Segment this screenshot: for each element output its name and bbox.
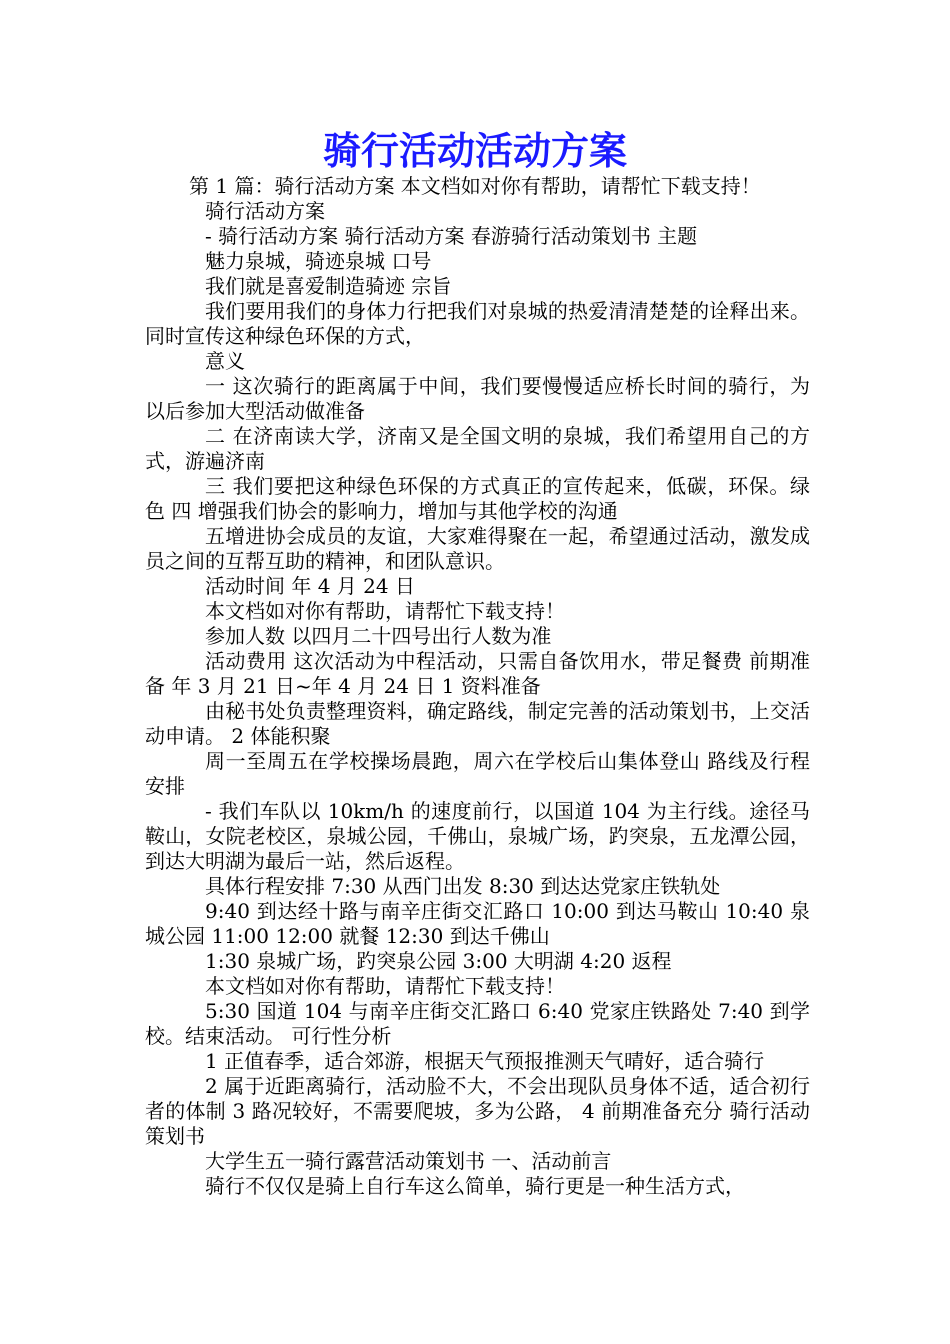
paragraph: - 我们车队以 10km/h 的速度前行，以国道 104 为主行线。途径马鞍山，女院老校区，泉城公园，千佛山，泉城广场，趵突泉，五龙潭公园，到达大明湖为最后一站，然后返程。: [145, 799, 810, 873]
paragraph: 具体行程安排 7:30 从西门出发 8:30 到达达党家庄铁轨处: [205, 874, 721, 898]
paragraph: 我们要用我们的身体力行把我们对泉城的热爱清清楚楚的诠释出来。同时宣传这种绿色环保的方式，: [145, 299, 810, 348]
paragraph: 骑行活动方案: [205, 199, 325, 223]
paragraph: 本文档如对你有帮助，请帮忙下载支持！: [205, 974, 565, 998]
paragraph: 意义: [205, 349, 245, 373]
paragraph: 5:30 国道 104 与南辛庄街交汇路口 6:40 党家庄铁路处 7:40 到学校。结束活动。 可行性分析: [145, 999, 810, 1048]
paragraph: 二 在济南读大学，济南又是全国文明的泉城，我们希望用自己的方式，游遍济南: [145, 424, 810, 473]
paragraph: 大学生五一骑行露营活动策划书 一、活动前言: [205, 1149, 612, 1173]
paragraph: 周一至周五在学校操场晨跑，周六在学校后山集体登山 路线及行程安排: [145, 749, 810, 798]
paragraph: 参加人数 以四月二十四号出行人数为准: [205, 624, 552, 648]
paragraph: 三 我们要把这种绿色环保的方式真正的宣传起来，低碳，环保。绿色 四 增强我们协会的影响力，增加与其他学校的沟通: [145, 474, 810, 523]
paragraph: 本文档如对你有帮助，请帮忙下载支持！: [205, 599, 565, 623]
paragraph: 活动时间 年 4 月 24 日: [205, 574, 415, 598]
paragraph: 一 这次骑行的距离属于中间，我们要慢慢适应桥长时间的骑行，为以后参加大型活动做准备: [145, 374, 810, 423]
paragraph: 魅力泉城，骑迹泉城 口号: [205, 249, 432, 273]
paragraph: 1 正值春季，适合郊游，根据天气预报推测天气晴好，适合骑行: [205, 1049, 765, 1073]
paragraph: 9:40 到达经十路与南辛庄街交汇路口 10:00 到达马鞍山 10:40 泉城公园 11:00 12:00 就餐 12:30 到达千佛山: [145, 899, 810, 948]
document-title: 骑行活动活动方案: [322, 128, 627, 173]
paragraph: 第 1 篇：骑行活动方案 本文档如对你有帮助，请帮忙下载支持！: [189, 174, 761, 198]
paragraph: 2 属于近距离骑行，活动脸不大，不会出现队员身体不适，适合初行者的体制 3 路况较好，不需要爬坡，多为公路， 4 前期准备充分 骑行活动策划书: [145, 1074, 810, 1148]
paragraph: 五增进协会成员的友谊，大家难得聚在一起，希望通过活动，激发成员之间的互帮互助的精神，和团队意识。: [145, 524, 810, 573]
paragraph: 骑行不仅仅是骑上自行车这么简单，骑行更是一种生活方式，: [205, 1174, 745, 1198]
paragraph: 我们就是喜爱制造骑迹 宗旨: [205, 274, 452, 298]
paragraph: - 骑行活动方案 骑行活动方案 春游骑行活动策划书 主题: [205, 224, 698, 248]
paragraph: 1:30 泉城广场，趵突泉公园 3:00 大明湖 4:20 返程: [205, 949, 672, 973]
paragraph: 由秘书处负责整理资料，确定路线，制定完善的活动策划书，上交活动申请。 2 体能积聚: [145, 699, 810, 748]
document-body: [145, 174, 810, 1199]
paragraph: 活动费用 这次活动为中程活动，只需自备饮用水，带足餐费 前期准备 年 3 月 21 日~年 4 月 24 日 1 资料准备: [145, 649, 810, 698]
